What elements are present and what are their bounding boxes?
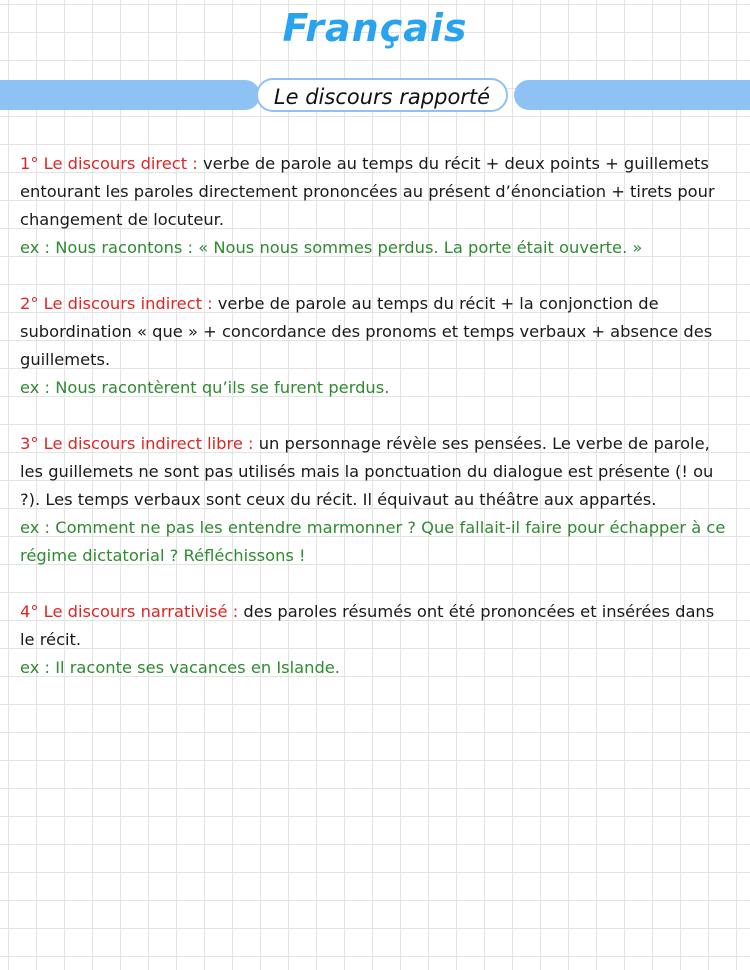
section-paragraph: [20, 430, 732, 514]
section-example: ex : Il raconte ses vacances en Islande.: [20, 658, 340, 677]
section-example: ex : Comment ne pas les entendre marmonner ? Que fallait-il faire pour échapper à ce régime dictatorial ? Réfléchissons !: [20, 518, 726, 565]
section-example: ex : Nous racontèrent qu’ils se furent perdus.: [20, 378, 390, 397]
subtitle-banner: [0, 78, 750, 114]
section-discours-direct: [20, 150, 732, 262]
section-paragraph: [20, 598, 732, 654]
section-discours-indirect-libre: [20, 430, 732, 570]
section-body: un personnage révèle ses pensées. Le verbe de parole, les guillemets ne sont pas utilisés mais la ponctuation du dialogue est présente (! ou ?). Les temps verbaux sont ceux du récit. Il équivaut au théâtre aux appartés.: [20, 434, 714, 509]
section-heading: 1° Le discours direct :: [20, 154, 198, 173]
section-example: ex : Nous racontons : « Nous nous sommes perdus. La porte était ouverte. »: [20, 238, 643, 257]
section-discours-indirect: [20, 290, 732, 402]
section-heading: 3° Le discours indirect libre :: [20, 434, 254, 453]
section-paragraph: [20, 150, 732, 234]
notes-content: [20, 150, 732, 710]
section-body: verbe de parole au temps du récit + la conjonction de subordination « que » + concordance des pronoms et temps verbaux + absence des guillemets.: [20, 294, 713, 369]
banner-band-left: [0, 80, 260, 110]
section-heading: 2° Le discours indirect :: [20, 294, 213, 313]
section-body: des paroles résumés ont été prononcées et insérées dans le récit.: [20, 602, 715, 649]
section-discours-narrativise: [20, 598, 732, 682]
page-subtitle: Le discours rapporté: [256, 78, 508, 112]
page-title: Français: [282, 6, 468, 50]
section-paragraph: [20, 290, 732, 374]
banner-band-right: [514, 80, 750, 110]
section-body: verbe de parole au temps du récit + deux points + guillemets entourant les paroles directement prononcées au présent d’énonciation + tirets pour changement de locuteur.: [20, 154, 715, 229]
section-heading: 4° Le discours narrativisé :: [20, 602, 239, 621]
